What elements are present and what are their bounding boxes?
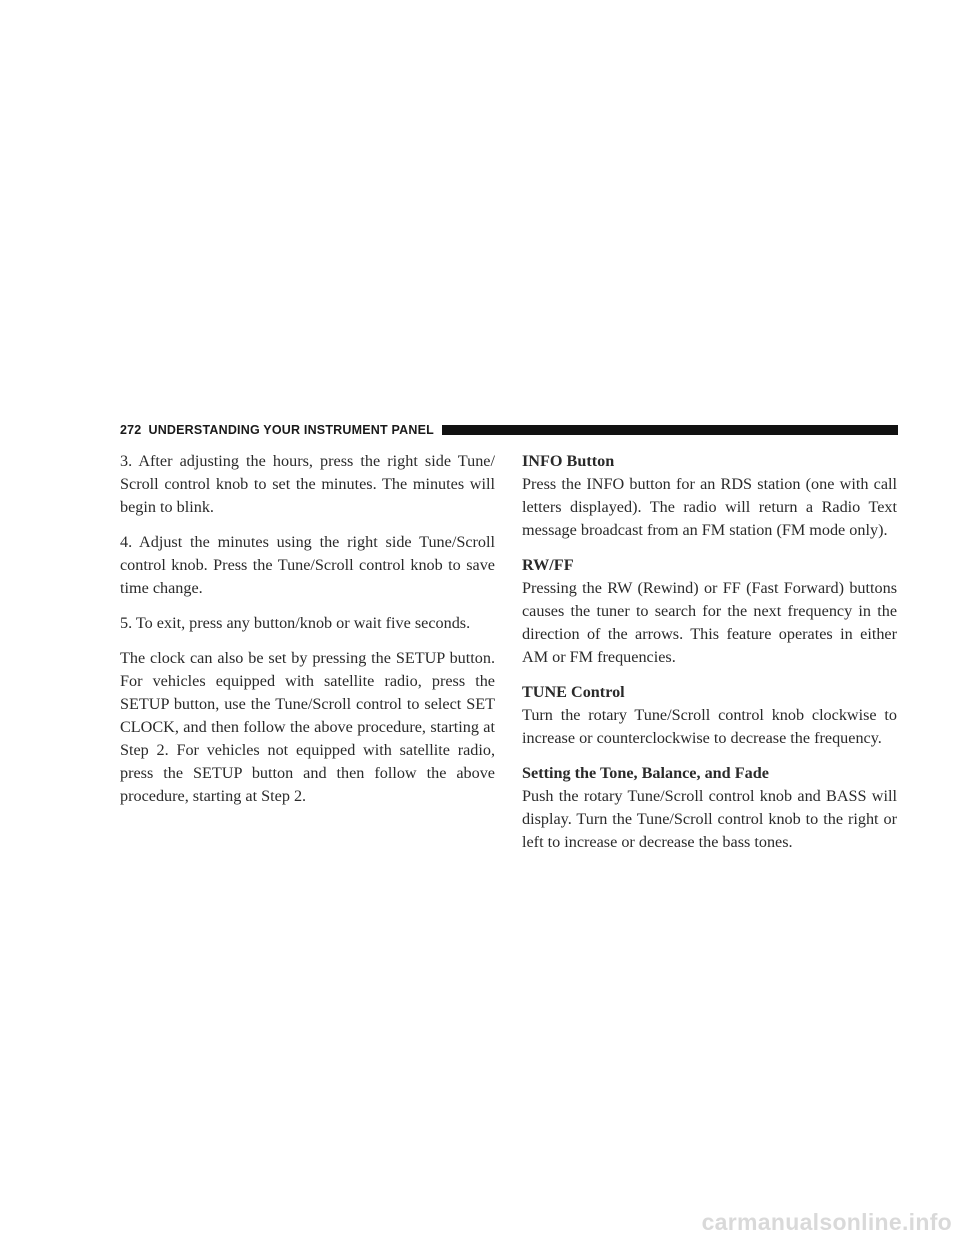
tone-balance-fade-heading: Setting the Tone, Balance, and Fade: [522, 764, 769, 782]
step-5-paragraph: 5. To exit, press any button/knob or wait five seconds.: [120, 614, 471, 632]
step-3-paragraph: 3. After adjusting the hours, press the right side Tune/ Scroll control knob to set the minutes. The minutes will begin to blink.: [120, 452, 495, 516]
left-column: [120, 450, 495, 820]
page-number: 272: [120, 423, 142, 437]
tune-control-heading: TUNE Control: [522, 683, 625, 701]
rw-ff-heading: RW/FF: [522, 556, 574, 574]
tone-balance-fade-body: Push the rotary Tune/Scroll control knob and BASS will display. Turn the Tune/Scroll control knob to the right or left to increase or decrease the bass tones.: [522, 787, 897, 851]
info-button-body: Press the INFO button for an RDS station (one with call letters displayed). The radio will return a Radio Text message broadcast from an FM station (FM mode only).: [522, 475, 897, 539]
rw-ff-section: [522, 554, 897, 669]
tone-balance-fade-section: [522, 762, 897, 854]
header-rule: [442, 425, 898, 435]
setup-clock-paragraph: The clock can also be set by pressing the SETUP button. For vehicles equipped with satellite radio, press the SETUP button, use the Tune/Scroll control to select SET CLOCK, and then follow the above procedure, starting at Step 2. For vehicles not equipped with satellite radio, press the SETUP button and then follow the above procedure, starting at Step 2.: [120, 649, 495, 805]
chapter-title: UNDERSTANDING YOUR INSTRUMENT PANEL: [148, 423, 434, 437]
rw-ff-body: Pressing the RW (Rewind) or FF (Fast Forward) buttons causes the tuner to search for the next frequency in the direction of the arrows. This feature operates in either AM or FM frequencies.: [522, 579, 897, 666]
right-column: [522, 450, 897, 866]
info-button-heading: INFO Button: [522, 452, 615, 470]
tune-control-body: Turn the rotary Tune/Scroll control knob clockwise to increase or counterclockwise to decrease the frequency.: [522, 706, 897, 747]
tune-control-section: [522, 681, 897, 750]
page-header: [120, 421, 898, 439]
step-4-paragraph: 4. Adjust the minutes using the right side Tune/Scroll control knob. Press the Tune/Scroll control knob to save time change.: [120, 533, 495, 597]
info-button-section: [522, 450, 897, 542]
watermark: carmanualsonline.info: [701, 1209, 952, 1235]
